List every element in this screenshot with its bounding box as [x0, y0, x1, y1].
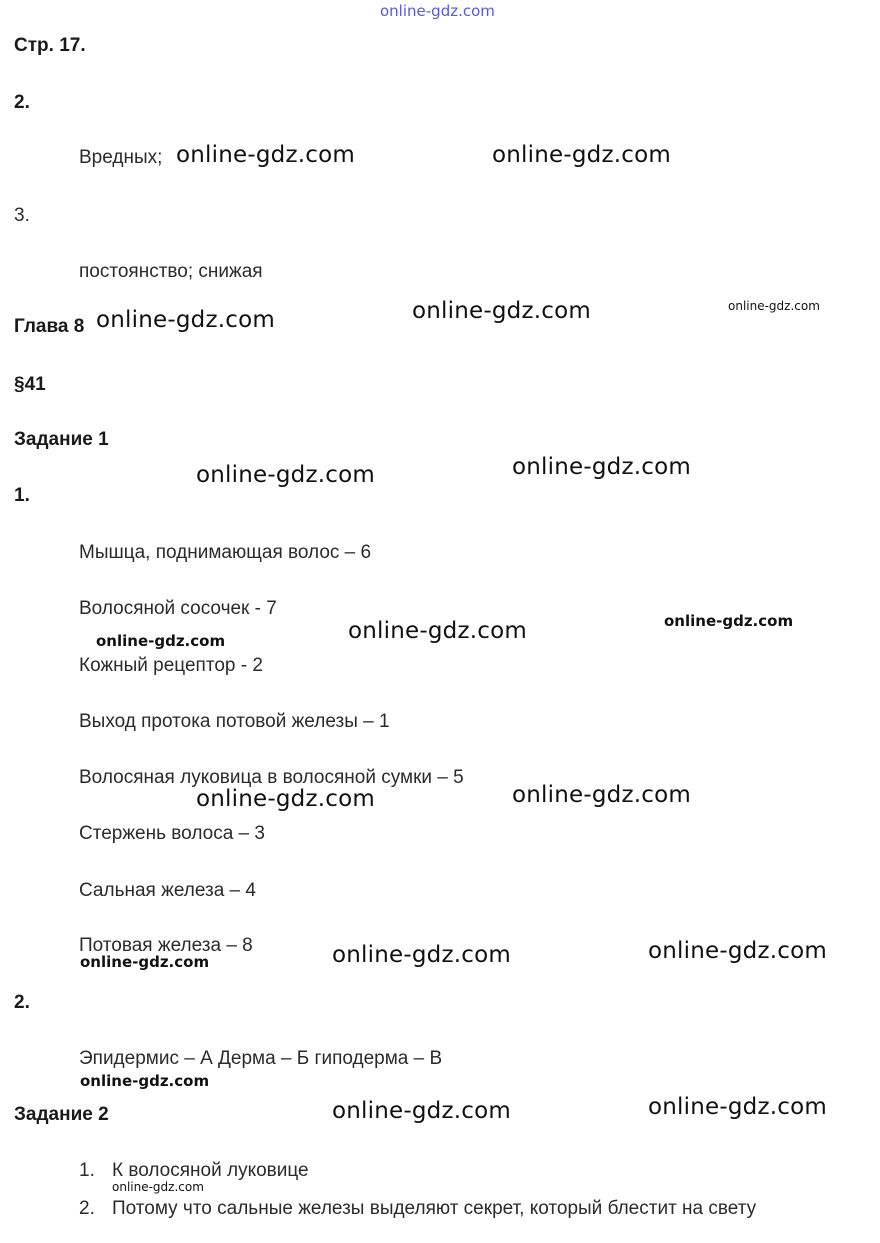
list-item: Волосяной сосочек - 7: [79, 598, 277, 619]
watermark: online-gdz.com: [648, 938, 827, 964]
answer-2: Вредных;: [79, 147, 163, 168]
watermark-top: online-gdz.com: [380, 2, 495, 20]
page-heading: Стр. 17.: [14, 35, 86, 56]
list-item: Стержень волоса – 3: [79, 823, 265, 844]
watermark: online-gdz.com: [664, 612, 794, 630]
watermark: online-gdz.com: [96, 632, 226, 650]
watermark: online-gdz.com: [80, 1072, 210, 1090]
watermark: online-gdz.com: [332, 1098, 511, 1124]
list-item: Мышца, поднимающая волос – 6: [79, 542, 372, 563]
watermark: online-gdz.com: [412, 298, 591, 324]
chapter-heading: Глава 8: [14, 316, 85, 337]
watermark: online-gdz.com: [196, 462, 375, 488]
list-item: Выход протока потовой железы – 1: [79, 711, 390, 732]
watermark: online-gdz.com: [96, 307, 275, 333]
question-number-2: 2.: [14, 92, 30, 113]
list-item: Кожный рецептор - 2: [79, 655, 263, 676]
watermark: online-gdz.com: [648, 1094, 827, 1120]
watermark: online-gdz.com: [176, 142, 355, 168]
list-item: [79, 1160, 309, 1182]
watermark: online-gdz.com: [512, 782, 691, 808]
watermark: online-gdz.com: [512, 454, 691, 480]
task2-heading: Задание 2: [14, 1104, 109, 1125]
watermark: online-gdz.com: [728, 299, 820, 313]
list-number: 2.: [79, 1198, 95, 1219]
task1-question-1: 1.: [14, 485, 30, 506]
answer-3: постоянство; снижая: [79, 261, 263, 282]
task1-heading: Задание 1: [14, 429, 109, 450]
list-text: К волосяной луковице: [112, 1160, 309, 1181]
watermark: online-gdz.com: [348, 618, 527, 644]
question-number-3: 3.: [14, 205, 30, 226]
watermark: online-gdz.com: [196, 786, 375, 812]
list-item: Сальная железа – 4: [79, 880, 256, 901]
list-item: Потовая железа – 8: [79, 935, 253, 956]
watermark: online-gdz.com: [112, 1180, 204, 1194]
task1-question-2: 2.: [14, 992, 30, 1013]
watermark: online-gdz.com: [332, 942, 511, 968]
list-item: [79, 1198, 756, 1220]
list-text: Потому что сальные железы выделяют секрет, который блестит на свету: [112, 1198, 757, 1219]
watermark: online-gdz.com: [492, 142, 671, 168]
paragraph-heading: §41: [14, 374, 46, 395]
task1-question-2-answer: Эпидермис – А Дерма – Б гиподерма – В: [79, 1048, 443, 1069]
list-item: Волосяная луковица в волосяной сумки – 5: [79, 767, 464, 788]
list-number: 1.: [79, 1160, 95, 1181]
watermark: online-gdz.com: [80, 953, 210, 971]
